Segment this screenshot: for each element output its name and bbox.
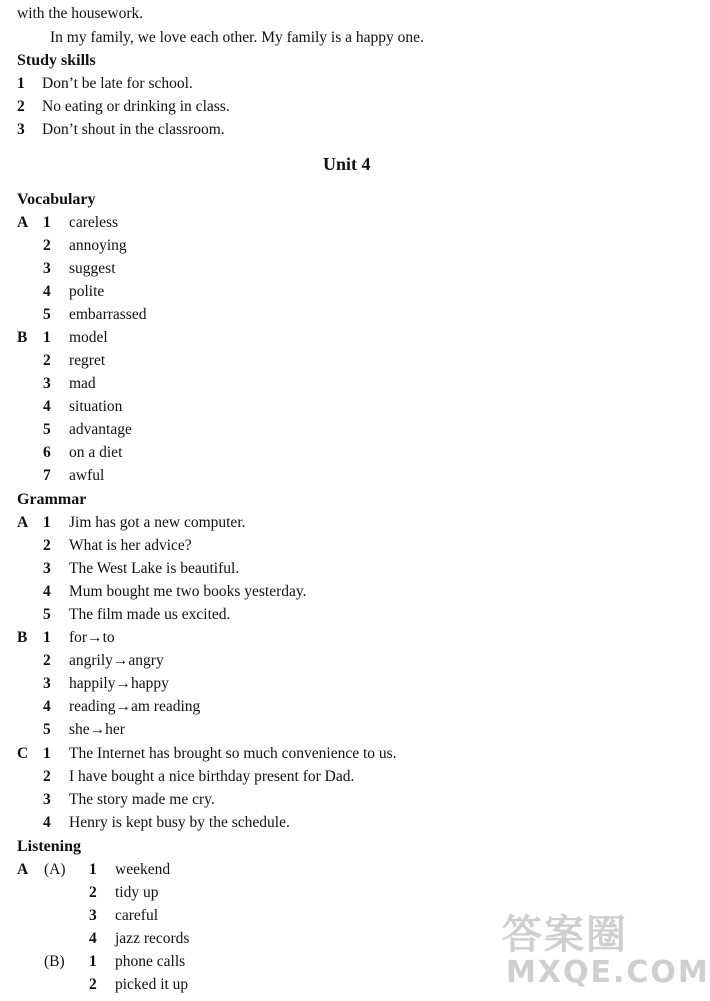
intro-line-1: with the housework.	[17, 5, 144, 22]
listening-section-a-letter: A	[17, 861, 29, 878]
grammar-a-num-2: 2	[43, 537, 51, 554]
vocab-b-num-3: 3	[43, 375, 51, 392]
vocab-a-text-1: careless	[69, 214, 119, 231]
listening-a-text-1: weekend	[115, 861, 171, 878]
correction-to: angry	[128, 652, 164, 669]
correction-from: reading	[69, 698, 116, 715]
correction-to: happy	[131, 675, 169, 692]
study-skills-text-2: No eating or drinking in class.	[42, 98, 230, 115]
correction-to: to	[102, 629, 115, 646]
study-skills-text-1: Don’t be late for school.	[42, 75, 193, 92]
listening-a-num-3: 3	[89, 907, 97, 924]
vocab-a-text-2: annoying	[69, 237, 127, 254]
grammar-a-num-1: 1	[43, 514, 51, 531]
grammar-a-num-4: 4	[43, 583, 51, 600]
grammar-c-num-1: 1	[43, 745, 51, 762]
grammar-b-num-4: 4	[43, 698, 51, 715]
vocab-b-num-5: 5	[43, 421, 51, 438]
arrow-icon: →	[115, 675, 131, 692]
grammar-a-text-2: What is her advice?	[69, 537, 192, 554]
grammar-section-b-letter: B	[17, 629, 28, 646]
correction-to: am reading	[130, 698, 201, 715]
vocab-a-text-4: polite	[69, 283, 105, 300]
grammar-c-text-3: The story made me cry.	[69, 791, 215, 808]
grammar-c-text-2: I have bought a nice birthday present for Dad.	[69, 768, 355, 785]
arrow-icon: →	[115, 698, 131, 715]
listening-a-text-3: careful	[115, 907, 159, 924]
vocab-a-num-4: 4	[43, 283, 51, 300]
listening-b-num-2: 2	[89, 976, 97, 993]
listening-b-text-1: phone calls	[115, 953, 186, 970]
grammar-a-text-3: The West Lake is beautiful.	[69, 560, 240, 577]
grammar-c-text-4: Henry is kept busy by the schedule.	[69, 814, 290, 831]
listening-a-text-2: tidy up	[115, 884, 159, 901]
vocab-b-text-4: situation	[69, 398, 123, 415]
listening-part-b-label: (B)	[44, 953, 65, 970]
grammar-b-num-1: 1	[43, 629, 51, 646]
study-skills-num-1: 1	[17, 75, 25, 92]
watermark-top-text: 答案圈	[502, 912, 628, 958]
study-skills-heading: Study skills	[17, 52, 96, 69]
listening-b-num-1: 1	[89, 953, 97, 970]
vocab-b-num-4: 4	[43, 398, 51, 415]
vocab-b-text-5: advantage	[69, 421, 132, 438]
vocab-section-b-letter: B	[17, 329, 28, 346]
correction-to: her	[105, 721, 125, 738]
vocab-a-num-3: 3	[43, 260, 51, 277]
correction-from: she	[69, 721, 90, 738]
vocab-b-num-1: 1	[43, 329, 51, 346]
vocabulary-heading: Vocabulary	[17, 191, 96, 208]
grammar-b-correction-4	[69, 697, 200, 717]
grammar-a-num-3: 3	[43, 560, 51, 577]
grammar-a-text-1: Jim has got a new computer.	[69, 514, 246, 531]
vocab-b-num-7: 7	[43, 467, 51, 484]
grammar-a-text-4: Mum bought me two books yesterday.	[69, 583, 307, 600]
vocab-a-num-5: 5	[43, 306, 51, 323]
study-skills-num-2: 2	[17, 98, 25, 115]
vocab-a-text-3: suggest	[69, 260, 116, 277]
arrow-icon: →	[89, 721, 106, 738]
vocab-a-text-5: embarrassed	[69, 306, 147, 323]
listening-part-a-label: (A)	[44, 861, 66, 878]
listening-a-num-4: 4	[89, 930, 97, 947]
listening-a-num-1: 1	[89, 861, 97, 878]
vocab-b-text-2: regret	[69, 352, 106, 369]
listening-a-text-4: jazz records	[115, 930, 190, 947]
vocab-b-text-7: awful	[69, 467, 105, 484]
vocab-b-num-2: 2	[43, 352, 51, 369]
grammar-heading: Grammar	[17, 491, 87, 508]
arrow-icon: →	[87, 629, 103, 646]
correction-from: for	[69, 629, 88, 646]
grammar-section-a-letter: A	[17, 514, 29, 531]
grammar-c-text-1: The Internet has brought so much convenience to us.	[69, 745, 397, 762]
grammar-a-num-5: 5	[43, 606, 51, 623]
correction-from: angrily	[69, 652, 113, 669]
intro-line-2: In my family, we love each other. My family is a happy one.	[50, 29, 424, 46]
arrow-icon: →	[112, 652, 129, 669]
grammar-b-correction-1	[69, 628, 115, 648]
correction-from: happily	[69, 675, 116, 692]
vocab-b-text-1: model	[69, 329, 108, 346]
watermark-logo	[502, 903, 710, 995]
watermark-bottom-text: MXQE.COM	[506, 955, 710, 990]
grammar-b-correction-3	[69, 674, 169, 694]
grammar-c-num-2: 2	[43, 768, 51, 785]
vocab-a-num-1: 1	[43, 214, 51, 231]
grammar-b-num-5: 5	[43, 721, 51, 738]
listening-a-num-2: 2	[89, 884, 97, 901]
grammar-b-correction-2	[69, 651, 164, 671]
vocab-b-text-3: mad	[69, 375, 96, 392]
grammar-c-num-4: 4	[43, 814, 51, 831]
grammar-b-num-3: 3	[43, 675, 51, 692]
study-skills-text-3: Don’t shout in the classroom.	[42, 121, 225, 138]
study-skills-num-3: 3	[17, 121, 25, 138]
grammar-c-num-3: 3	[43, 791, 51, 808]
listening-b-text-2: picked it up	[115, 976, 189, 993]
grammar-section-c-letter: C	[17, 745, 29, 762]
grammar-b-correction-5	[69, 720, 125, 740]
vocab-b-text-6: on a diet	[69, 444, 123, 461]
listening-heading: Listening	[17, 838, 82, 855]
vocab-a-num-2: 2	[43, 237, 51, 254]
grammar-b-num-2: 2	[43, 652, 51, 669]
vocab-b-num-6: 6	[43, 444, 51, 461]
unit-title: Unit 4	[323, 154, 371, 174]
grammar-a-text-5: The film made us excited.	[69, 606, 231, 623]
vocab-section-a-letter: A	[17, 214, 29, 231]
